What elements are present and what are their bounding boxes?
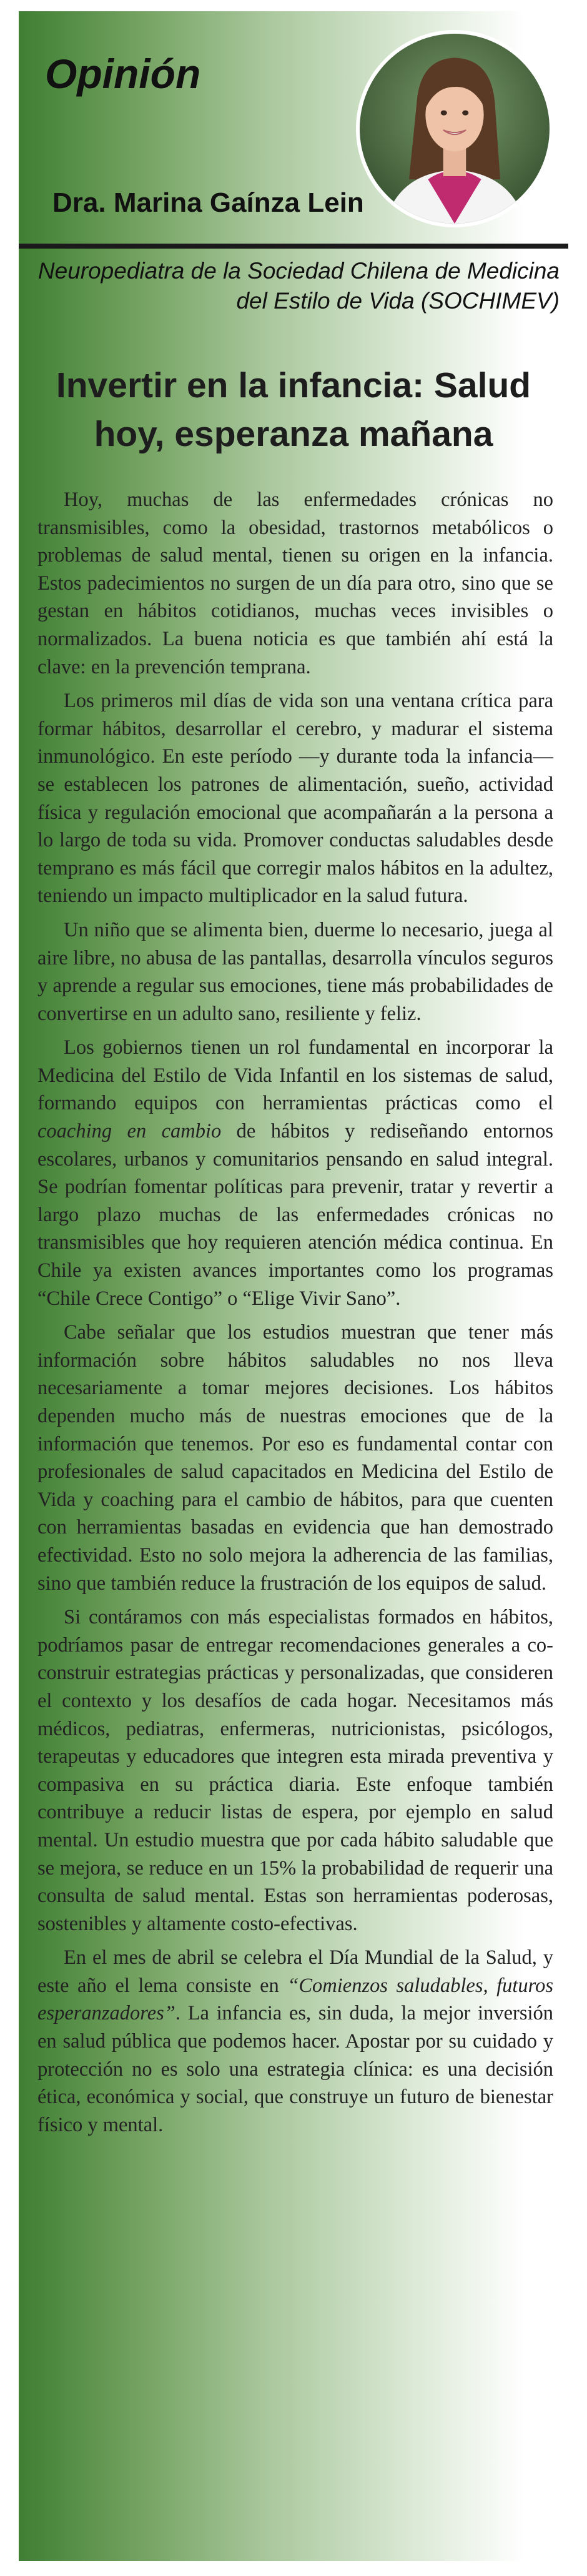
paragraph-4-text-b: de hábitos y rediseñando entornos escolares, urbanos y comunitarios pensando en salud integral. Se podrían fomentar políticas para prevenir, tratar y revertir a largo plazo muchas de las enfermedades crónicas no transmisibles que hoy requieren atención médica continua. En Chile ya existen avances importantes como los programas “Chile Crece Contigo” o “Elige Vivir Sano”. <box>37 1120 553 1310</box>
paragraph-7-emphasis: “Comienzos saludables, futuros esperanzadores” <box>37 1974 553 2025</box>
paragraph-1: Hoy, muchas de las enfermedades crónicas no transmisibles, como la obesidad, trastornos metabólicos o problemas de salud mental, tienen su origen en la infancia. Estos padecimientos no surgen de un día para otro, sino que se gestan en hábitos cotidianos, muchas veces invisibles o normalizados. La buena noticia es que también ahí está la clave: en la prevención temprana. <box>37 488 553 678</box>
paragraph-4 <box>37 1034 553 1312</box>
header-divider <box>19 244 568 249</box>
author-name: Dra. Marina Gaínza Lein <box>52 187 364 218</box>
paragraph-4-text-a: Los gobiernos tienen un rol fundamental en incorporar la Medicina del Estilo de Vida Infantil en los sistemas de salud, formando equipos con herramientas prácticas como el <box>37 1036 553 1115</box>
paragraph-7 <box>37 1944 553 2139</box>
column-header <box>19 11 568 244</box>
author-portrait-image <box>360 34 550 224</box>
article-headline: Invertir en la infancia: Salud hoy, esperanza mañana <box>56 365 531 454</box>
paragraph-7-text-a: En el mes de abril se celebra el Día Mundial de la Salud, y este año el lema consiste en <box>37 1946 553 1997</box>
article-body <box>37 486 553 2145</box>
paragraph-6: Si contáramos con más especialistas formados en hábitos, podríamos pasar de entregar recomendaciones generales a co-construir estrategias prácticas y personalizadas, que consideren el contexto y los desafíos de cada hogar. Necesitamos más médicos, pediatras, enfermeras, nutricionistas, psicólogos, terapeutas y educadores que integren esta mirada preventiva y compasiva en su práctica diaria. Este enfoque también contribuye a reducir listas de espera, por ejemplo en salud mental. Un estudio muestra que por cada hábito saludable que se mejora, se reduce en un 15% la probabilidad de requerir una consulta de salud mental. Estas son herramientas poderosas, sostenibles y altamente costo-efectivas. <box>37 1606 553 1935</box>
paragraph-4-emphasis: coaching en cambio <box>37 1120 222 1143</box>
paragraph-3: Un niño que se alimenta bien, duerme lo necesario, juega al aire libre, no abusa de las pantallas, desarrolla vínculos seguros y aprende a regular sus emociones, tiene más probabilidades de convertirse en un adulto sano, resiliente y feliz. <box>37 918 553 1025</box>
paragraph-5: Cabe señalar que los estudios muestran que tener más información sobre hábitos saludables no nos lleva necesariamente a tomar mejores decisiones. Los hábitos dependen mucho más de nuestras emociones que de la información que tenemos. Por eso es fundamental contar con profesionales de salud capacitados en Medicina del Estilo de Vida y coaching para el cambio de hábitos, para que cuenten con herramientas basadas en evidencia que han demostrado efectividad. Esto no solo mejora la adherencia de las familias, sino que también reduce la frustración de los equipos de salud. <box>37 1321 553 1595</box>
section-title: Opinión <box>45 51 201 97</box>
paragraph-7-text-b: . La infancia es, sin duda, la mejor inversión en salud pública que podemos hacer. Apostar por su cuidado y protección no es solo una estrategia clínica: es una decisión ética, económica y social, que construye un futuro de bienestar físico y mental. <box>37 2002 553 2136</box>
author-photo <box>356 30 553 227</box>
author-credential: Neuropediatra de la Sociedad Chilena de Medicina del Estilo de Vida (SOCHIMEV) <box>37 258 560 314</box>
opinion-column <box>19 11 568 2561</box>
paragraph-2: Los primeros mil días de vida son una ventana crítica para formar hábitos, desarrollar el cerebro, y madurar el sistema inmunológico. En este período —y durante toda la infancia— se establecen los patrones de alimentación, sueño, actividad física y regulación emocional que acompañarán a la persona a lo largo de toda su vida. Promover conductas saludables desde temprano es más fácil que corregir malos hábitos en la adultez, teniendo un impacto multiplicador en la salud futura. <box>37 690 553 908</box>
